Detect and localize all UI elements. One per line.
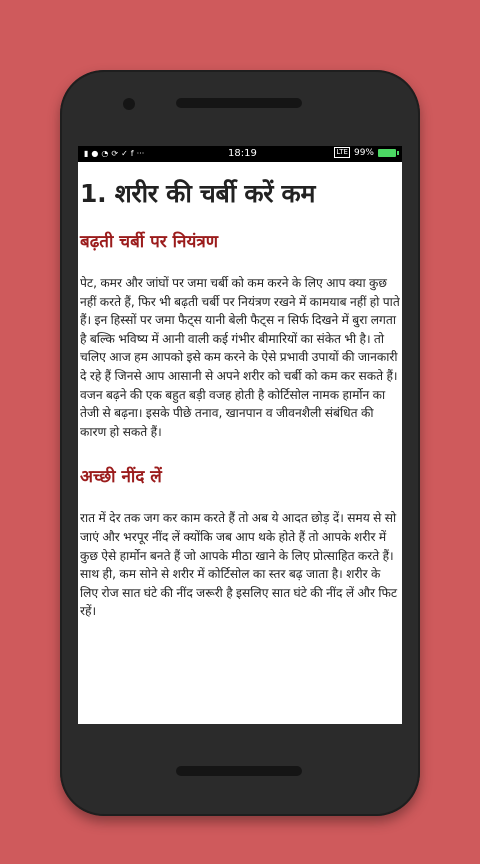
screen[interactable]: [78, 146, 402, 724]
article-content[interactable]: [78, 162, 402, 621]
wifi-icon: ◔: [101, 149, 109, 158]
section-body: पेट, कमर और जांघों पर जमा चर्बी को कम करने के लिए आप क्या कुछ नहीं करते हैं, फिर भी बढ़ती चर्बी पर नियंत्रण रखने में कामयाब नहीं हो पाते हैं। इन हिस्सों पर जमा फैट्स यानी बेली फैट्स न सिर्फ दिखने में बुरा लगता है बल्कि भविष्य में आनी वाली कई गंभीर बीमारियों का संकेत भी है। तो चलिए आज हम आपको इसे कम करने के ऐसे प्रभावी उपायों की जानकारी दे रहे हैं जिनसे आप आसानी से अपने शरीर को चर्बी को कम कर सकते हैं। वजन बढ़ने की एक बहुत बड़ी वजह होती है कोर्टिसोल नामक हार्मोन का तेजी से बढ़ना। इसके पीछे तनाव, खानपान व जीवनशैली संबंधित की कारण हो सकते हैं।: [80, 276, 400, 439]
front-camera: [123, 98, 135, 110]
facebook-icon: f: [130, 149, 134, 158]
article-title: 1. शरीर की चर्बी करें कम: [80, 179, 316, 208]
check-icon: ✓: [121, 149, 128, 158]
status-time: 18:19: [228, 148, 257, 159]
notification-icons: [84, 149, 144, 159]
sync-icon: ⟳: [111, 149, 119, 158]
earpiece-speaker: [176, 98, 302, 108]
section-heading: बढ़ती चर्बी पर नियंत्रण: [80, 232, 219, 252]
more-notifications: ···: [136, 149, 145, 158]
section-heading: अच्छी नींद लें: [80, 467, 162, 488]
battery-percent: 99%: [353, 147, 374, 158]
bottom-speaker: [176, 766, 302, 776]
lte-icon: LTE: [336, 148, 348, 156]
section-body: रात में देर तक जग कर काम करते हैं तो अब ये आदत छोड़ दें। समय से सो जाएं और भरपूर नींद लें क्योंकि जब आप थके होते हैं तो आपके शरीर में कुछ ऐसे हार्मोन बनते हैं जो आपके मीठा खाने के लिए प्रोत्साहित करते हैं। साथ ही, कम सोने से शरीर में कोर्टिसोल का स्तर बढ़ जाता है। शरीर के लिए रोज सात घंटे की नींद जरूरी है इसलिए सात घंटे की नींद लें और फिट रहें।: [80, 511, 398, 619]
app-notification-icon: ●: [91, 149, 99, 158]
status-bar: [78, 146, 402, 162]
battery-icon: [378, 149, 396, 157]
phone-frame: [60, 70, 420, 816]
sim-icon: ▮: [84, 149, 89, 158]
status-indicators: [334, 147, 396, 158]
